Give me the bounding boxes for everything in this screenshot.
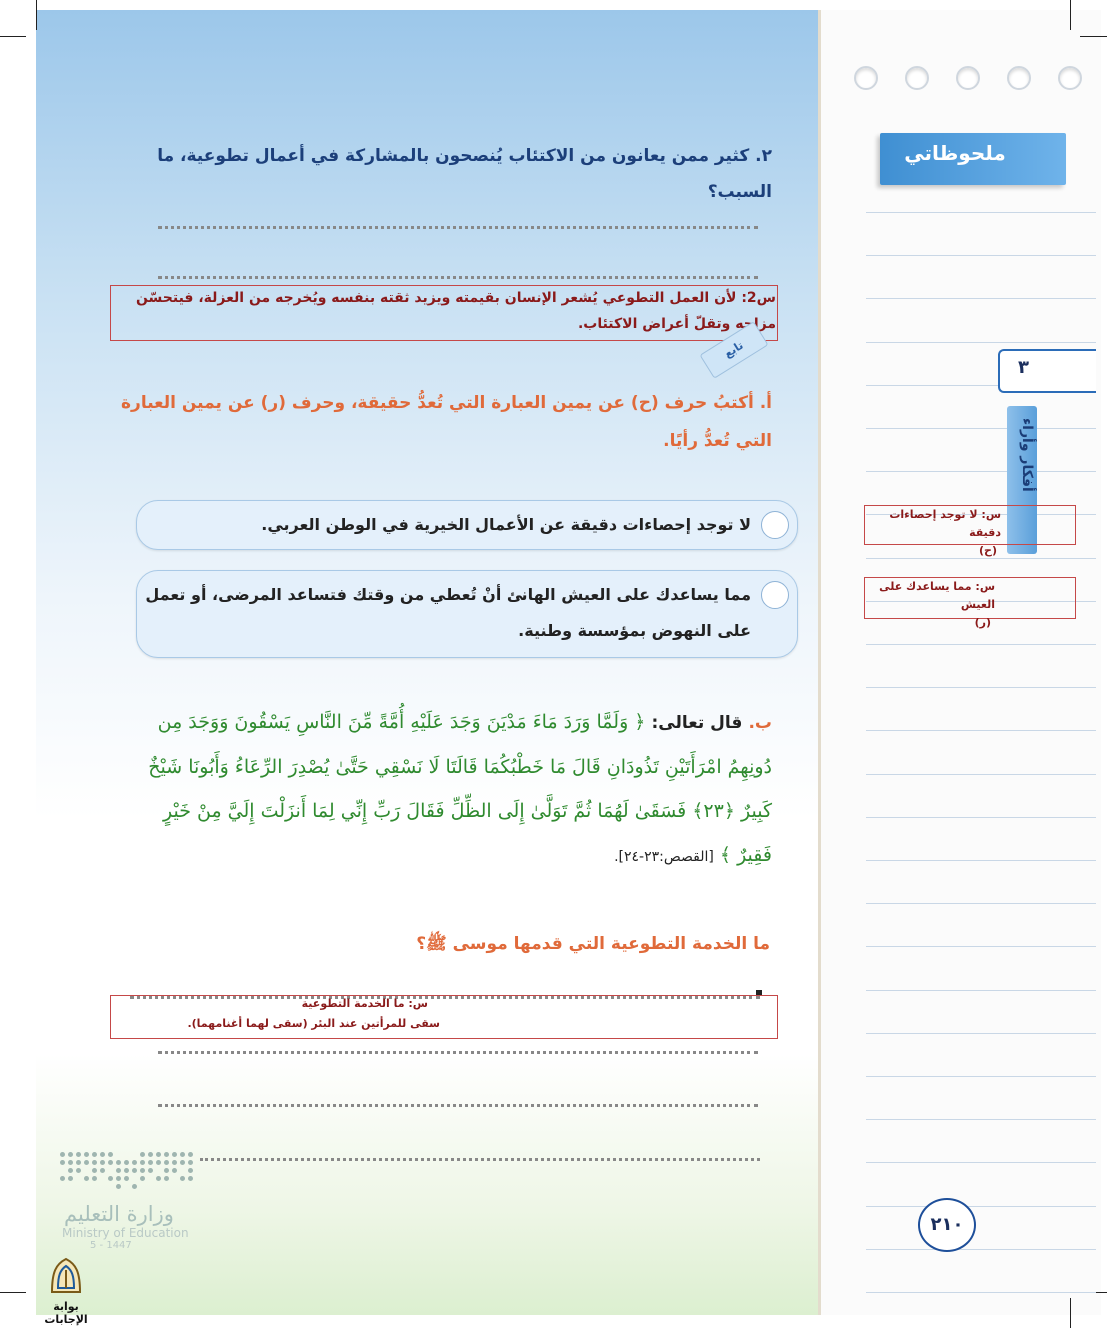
answer-circle-2[interactable] — [761, 581, 789, 609]
portal-emblem-icon — [46, 1256, 86, 1296]
ministry-dot — [116, 1168, 121, 1173]
part-a-text: أكتبُ حرف (ح) عن يمين العبارة التي تُعدُّ حقيقة، وحرف (ر) عن يمين العبارة التي تُعدُّ رأيًا. — [121, 393, 772, 451]
ministry-dot — [164, 1152, 169, 1157]
crop-mark — [0, 36, 26, 37]
answer-circle-1[interactable] — [761, 511, 789, 539]
part-b-intro: قال تعالى: — [651, 713, 743, 733]
ministry-dot — [148, 1152, 153, 1157]
ministry-dot — [188, 1168, 193, 1173]
statement-card-2 — [136, 570, 798, 658]
ministry-dot — [84, 1152, 89, 1157]
ministry-dot — [140, 1176, 145, 1181]
ministry-year: 5 - 1447 — [90, 1240, 132, 1251]
answer-line — [158, 1051, 758, 1054]
ruled-line — [866, 644, 1096, 645]
question-3-text: ما الخدمة التطوعية التي قدمها موسى ﷺ؟ — [416, 934, 770, 954]
ruled-line — [866, 1206, 1096, 1207]
answer-2-text: س2: لأن العمل التطوعي يُشعر الإنسان بقيمته ويزيد ثقته بنفسه ويُخرجه من العزلة، فيتحسّن مزاجه وتقلّ أعراض الاكتئاب. — [135, 290, 776, 332]
ministry-dot — [68, 1152, 73, 1157]
side-answer-1-question: س: لا توجد إحصاءات دقيقة — [889, 508, 1001, 539]
ministry-dot — [164, 1176, 169, 1181]
ministry-dot — [60, 1152, 65, 1157]
ministry-dot — [188, 1152, 193, 1157]
ruled-line — [866, 730, 1096, 731]
ministry-dot — [108, 1160, 113, 1165]
ministry-dot — [188, 1160, 193, 1165]
ministry-dot — [172, 1168, 177, 1173]
crop-mark — [36, 0, 37, 30]
ruled-line — [866, 946, 1096, 947]
statement-1-text: لا توجد إحصاءات دقيقة عن الأعمال الخيرية في الوطن العربي. — [261, 515, 751, 534]
ministry-dot — [124, 1160, 129, 1165]
binder-hole — [956, 66, 980, 90]
ministry-arabic: وزارة التعليم — [64, 1202, 174, 1226]
side-answer-1 — [864, 505, 1076, 557]
ministry-dot — [164, 1168, 169, 1173]
ruled-line — [866, 428, 1096, 429]
ministry-dot — [68, 1168, 73, 1173]
answer-3-text — [120, 994, 440, 1034]
ministry-dot — [68, 1160, 73, 1165]
ministry-dot — [156, 1160, 161, 1165]
quran-verse: ﴿ وَلَمَّا وَرَدَ مَاءَ مَدْيَنَ وَجَدَ عَلَيْهِ أُمَّةً مِّنَ النَّاسِ يَسْقُونَ وَوَجَدَ مِن دُونِهِمُ امْرَأَتَيْنِ تَذُودَانِ قَالَ مَا خَطْبُكُمَا قَالَتَا لَا نَسْقِي حَتَّىٰ يُصْدِرَ الرِّعَاءُ وَأَبُونَا شَيْخٌ كَبِيرٌ ﴿٢٣﴾ فَسَقَىٰ لَهُمَا ثُمَّ تَوَلَّىٰ إِلَى الظِّلِّ فَقَالَ رَبِّ إِنِّي لِمَا أَنزَلْتَ إِلَيَّ مِنْ خَيْرٍ فَقِيرٌ ﴾ — [148, 711, 772, 866]
ministry-dot — [132, 1184, 137, 1189]
ministry-dot — [60, 1176, 65, 1181]
binder-hole — [905, 66, 929, 90]
binder-hole — [854, 66, 878, 90]
ministry-dot — [92, 1152, 97, 1157]
side-answer-2 — [864, 577, 1076, 629]
section-number: ٣ — [1018, 357, 1029, 378]
ministry-dot — [164, 1160, 169, 1165]
ministry-dot — [180, 1152, 185, 1157]
ruled-line — [866, 1162, 1096, 1163]
ministry-dot — [124, 1176, 129, 1181]
ministry-dot — [188, 1176, 193, 1181]
ruled-line — [866, 1119, 1096, 1120]
ministry-dot — [172, 1152, 177, 1157]
side-answer-2-question: س: مما يساعدك على العيش — [879, 580, 995, 611]
ministry-dot — [180, 1160, 185, 1165]
ministry-dot — [132, 1160, 137, 1165]
ministry-dot — [60, 1160, 65, 1165]
side-answer-1-value: (ح) — [979, 544, 997, 557]
answer-line — [158, 276, 758, 279]
verse-reference: [القصص:٢٣-٢٤]. — [614, 849, 714, 865]
ruled-line — [866, 1076, 1096, 1077]
ministry-dot — [148, 1168, 153, 1173]
section-number-box — [998, 349, 1096, 393]
statement-2-text: مما يساعدك على العيش الهانئ أنْ تُعطي من وقتك فتساعد المرضى، أو تعمل على النهوض بمؤسسة وطنية. — [145, 585, 751, 640]
notes-header-tab — [880, 133, 1066, 185]
binder-hole — [1058, 66, 1082, 90]
ruled-line — [866, 903, 1096, 904]
ministry-dot — [148, 1160, 153, 1165]
ideas-tab-label: أفكار وأراء — [1019, 418, 1035, 492]
ruled-line — [866, 255, 1096, 256]
ministry-dot — [156, 1176, 161, 1181]
page-number: ٢١٠ — [918, 1198, 976, 1252]
ministry-dots-icon — [60, 1152, 200, 1192]
ministry-dot — [100, 1152, 105, 1157]
ministry-logo — [60, 1152, 210, 1251]
ministry-dot — [100, 1160, 105, 1165]
crop-mark — [1080, 36, 1107, 37]
ruled-line — [866, 990, 1096, 991]
ministry-dot — [92, 1168, 97, 1173]
ministry-dot — [172, 1160, 177, 1165]
answer-3-question: س: ما الخدمة التطوعية — [301, 997, 428, 1010]
part-b-label: ب. — [748, 713, 772, 733]
ruled-line — [866, 1033, 1096, 1034]
ministry-english: Ministry of Education — [62, 1226, 189, 1240]
ministry-dot — [108, 1176, 113, 1181]
ministry-dot — [76, 1168, 81, 1173]
answer-line — [158, 1104, 758, 1107]
ruled-line — [866, 1292, 1096, 1293]
portal-logo — [30, 1256, 102, 1326]
ministry-dot — [84, 1176, 89, 1181]
ruled-line — [866, 212, 1096, 213]
ministry-dot — [124, 1168, 129, 1173]
ministry-dot — [116, 1160, 121, 1165]
ruled-line — [866, 860, 1096, 861]
ministry-dot — [84, 1160, 89, 1165]
answer-line — [200, 1158, 760, 1161]
ministry-dot — [68, 1176, 73, 1181]
answer-line — [158, 226, 758, 229]
notes-title: ملحوظاتي — [904, 141, 1006, 165]
sticker-label: تابع — [699, 321, 768, 379]
part-a-label: أ. — [759, 393, 772, 413]
ministry-dot — [92, 1176, 97, 1181]
ruled-line — [866, 1249, 1096, 1250]
ministry-dot — [140, 1160, 145, 1165]
ruled-line — [866, 687, 1096, 688]
side-answer-2-value: (ر) — [974, 616, 991, 629]
ministry-dot — [92, 1160, 97, 1165]
crop-mark — [0, 1292, 26, 1293]
ruled-line — [866, 817, 1096, 818]
ministry-dot — [76, 1152, 81, 1157]
portal-label: بوابة الإجابات — [44, 1300, 88, 1326]
ruled-line — [866, 342, 1096, 343]
crop-mark — [1070, 0, 1071, 30]
question-2: ٢. كثير ممن يعانون من الاكتئاب يُنصحون بالمشاركة في أعمال تطوعية، ما السبب؟ — [157, 146, 772, 202]
part-a-instruction — [120, 384, 772, 460]
crop-mark — [1070, 1298, 1071, 1328]
answer-3-value: سقى للمرأتين عند البئر (سقى لهما أغنامهما). — [187, 1017, 440, 1030]
ministry-dot — [100, 1168, 105, 1173]
ministry-dot — [132, 1168, 137, 1173]
question-3 — [120, 933, 770, 958]
ruled-line — [866, 774, 1096, 775]
ruled-line — [866, 298, 1096, 299]
part-b — [130, 700, 772, 879]
ministry-dot — [116, 1176, 121, 1181]
ministry-dot — [108, 1152, 113, 1157]
statement-card-1 — [136, 500, 798, 550]
ruled-line — [866, 471, 1096, 472]
binder-hole — [1007, 66, 1031, 90]
ministry-dot — [180, 1176, 185, 1181]
ministry-dot — [140, 1152, 145, 1157]
ministry-dot — [116, 1184, 121, 1189]
ministry-dot — [140, 1168, 145, 1173]
ministry-dot — [156, 1152, 161, 1157]
ministry-dot — [76, 1160, 81, 1165]
